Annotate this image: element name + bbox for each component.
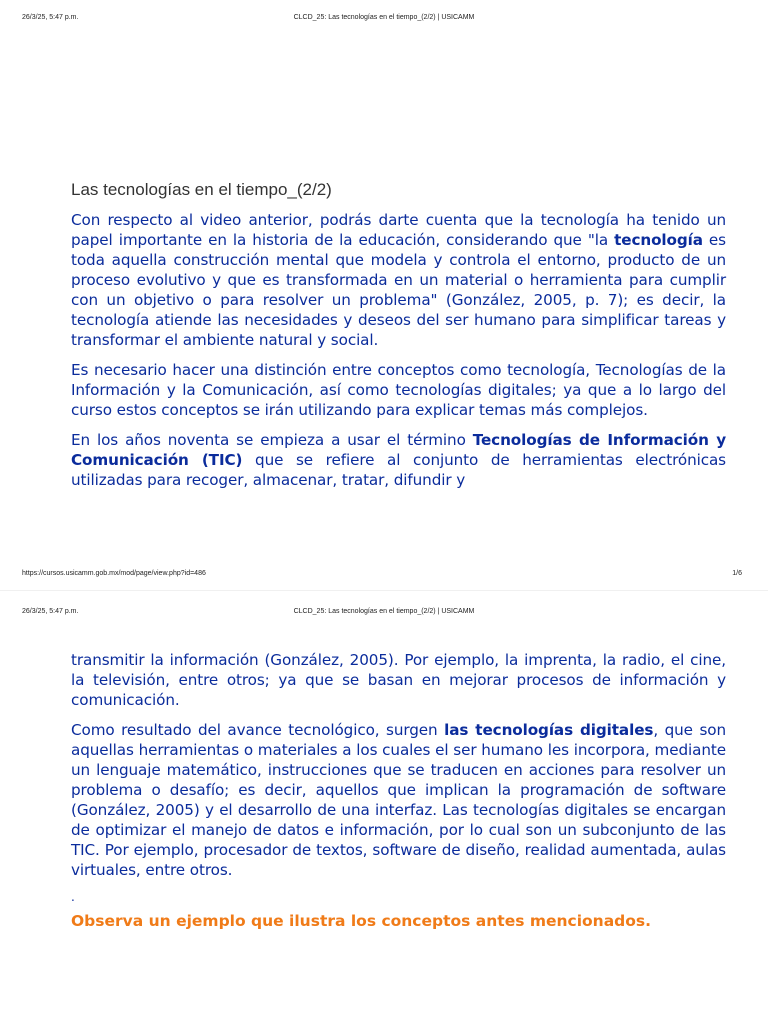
term-tic: Tecnologías de Información y Comunicación (TIC) <box>71 431 727 469</box>
paragraph-3-text-a: En los años noventa se empieza a usar el término <box>71 431 473 449</box>
print-datetime-2: 26/3/25, 5:47 p.m. <box>22 608 79 615</box>
print-datetime: 26/3/25, 5:47 p.m. <box>22 14 79 21</box>
paragraph-1-text-c: es toda aquella construcción mental que modela y controla el entorno, producto de un proceso evolutivo y que es transformada en un material o herramienta para cumplir con un objetivo o para resolver un problema" (González, 2005, p. 7); es decir, la tecnología atiende las necesidades y deseos del ser humano para simplificar tareas y transformar el ambiente natural y social. <box>71 231 726 349</box>
paragraph-4-text-a: Como resultado del avance tecnológico, surgen <box>71 721 445 739</box>
stray-dot: . <box>71 890 75 904</box>
paragraph-4 <box>71 720 726 880</box>
print-footer <box>0 570 768 582</box>
example-callout: Observa un ejemplo que ilustra los conceptos antes mencionados. <box>71 912 652 930</box>
page-heading: Las tecnologías en el tiempo_(2/2) <box>71 180 332 199</box>
page2-content <box>71 650 726 930</box>
print-header <box>0 14 768 26</box>
paragraph-3-continued: transmitir la información (González, 2005). Por ejemplo, la imprenta, la radio, el cine, la televisión, entre otros; ya que se basan en mejorar procesos de información y comunicación. <box>71 651 726 709</box>
paragraph-2: Es necesario hacer una distinción entre conceptos como tecnología, Tecnologías de la Información y la Comunicación, así como tecnologías digitales; ya que a lo largo del curso estos conceptos se irán utilizando para explicar temas más complejos. <box>71 361 726 419</box>
term-tecnologias-digitales: las tecnologías digitales <box>444 721 654 739</box>
page-separator <box>0 590 768 591</box>
paragraph-3-text-c: que se refiere al conjunto de herramientas electrónicas utilizadas para recoger, almacenar, tratar, difundir y <box>71 451 726 489</box>
print-page-number: 1/6 <box>732 570 742 577</box>
print-page-title: CLCD_25: Las tecnologías en el tiempo_(2/2) | USICAMM <box>293 14 475 21</box>
paragraph-1-text-a: Con respecto al video anterior, podrás darte cuenta que la tecnología ha tenido un papel importante en la historia de la educación, considerando que "la <box>71 211 726 249</box>
term-tecnologia: tecnología <box>614 231 703 249</box>
print-header-2 <box>0 608 768 620</box>
paragraph-4-text-c: , que son aquellas herramientas o materiales a los cuales el ser humano les incorpora, mediante un lenguaje matemático, instrucciones que se traducen en acciones para resolver un problema o desafío; es decir, aquellos que implican la programación de software (González, 2005) y el desarrollo de una interfaz. Las tecnologías digitales se encargan de optimizar el manejo de datos e información, por lo cual son un subconjunto de las TIC. Por ejemplo, procesador de textos, software de diseño, realidad aumentada, aulas virtuales, entre otros. <box>71 721 726 879</box>
paragraph-3 <box>71 430 726 490</box>
print-page-title-2: CLCD_25: Las tecnologías en el tiempo_(2/2) | USICAMM <box>293 608 475 615</box>
page1-content <box>71 180 726 500</box>
print-url: https://cursos.usicamm.gob.mx/mod/page/view.php?id=486 <box>22 570 206 577</box>
paragraph-1 <box>71 210 726 350</box>
